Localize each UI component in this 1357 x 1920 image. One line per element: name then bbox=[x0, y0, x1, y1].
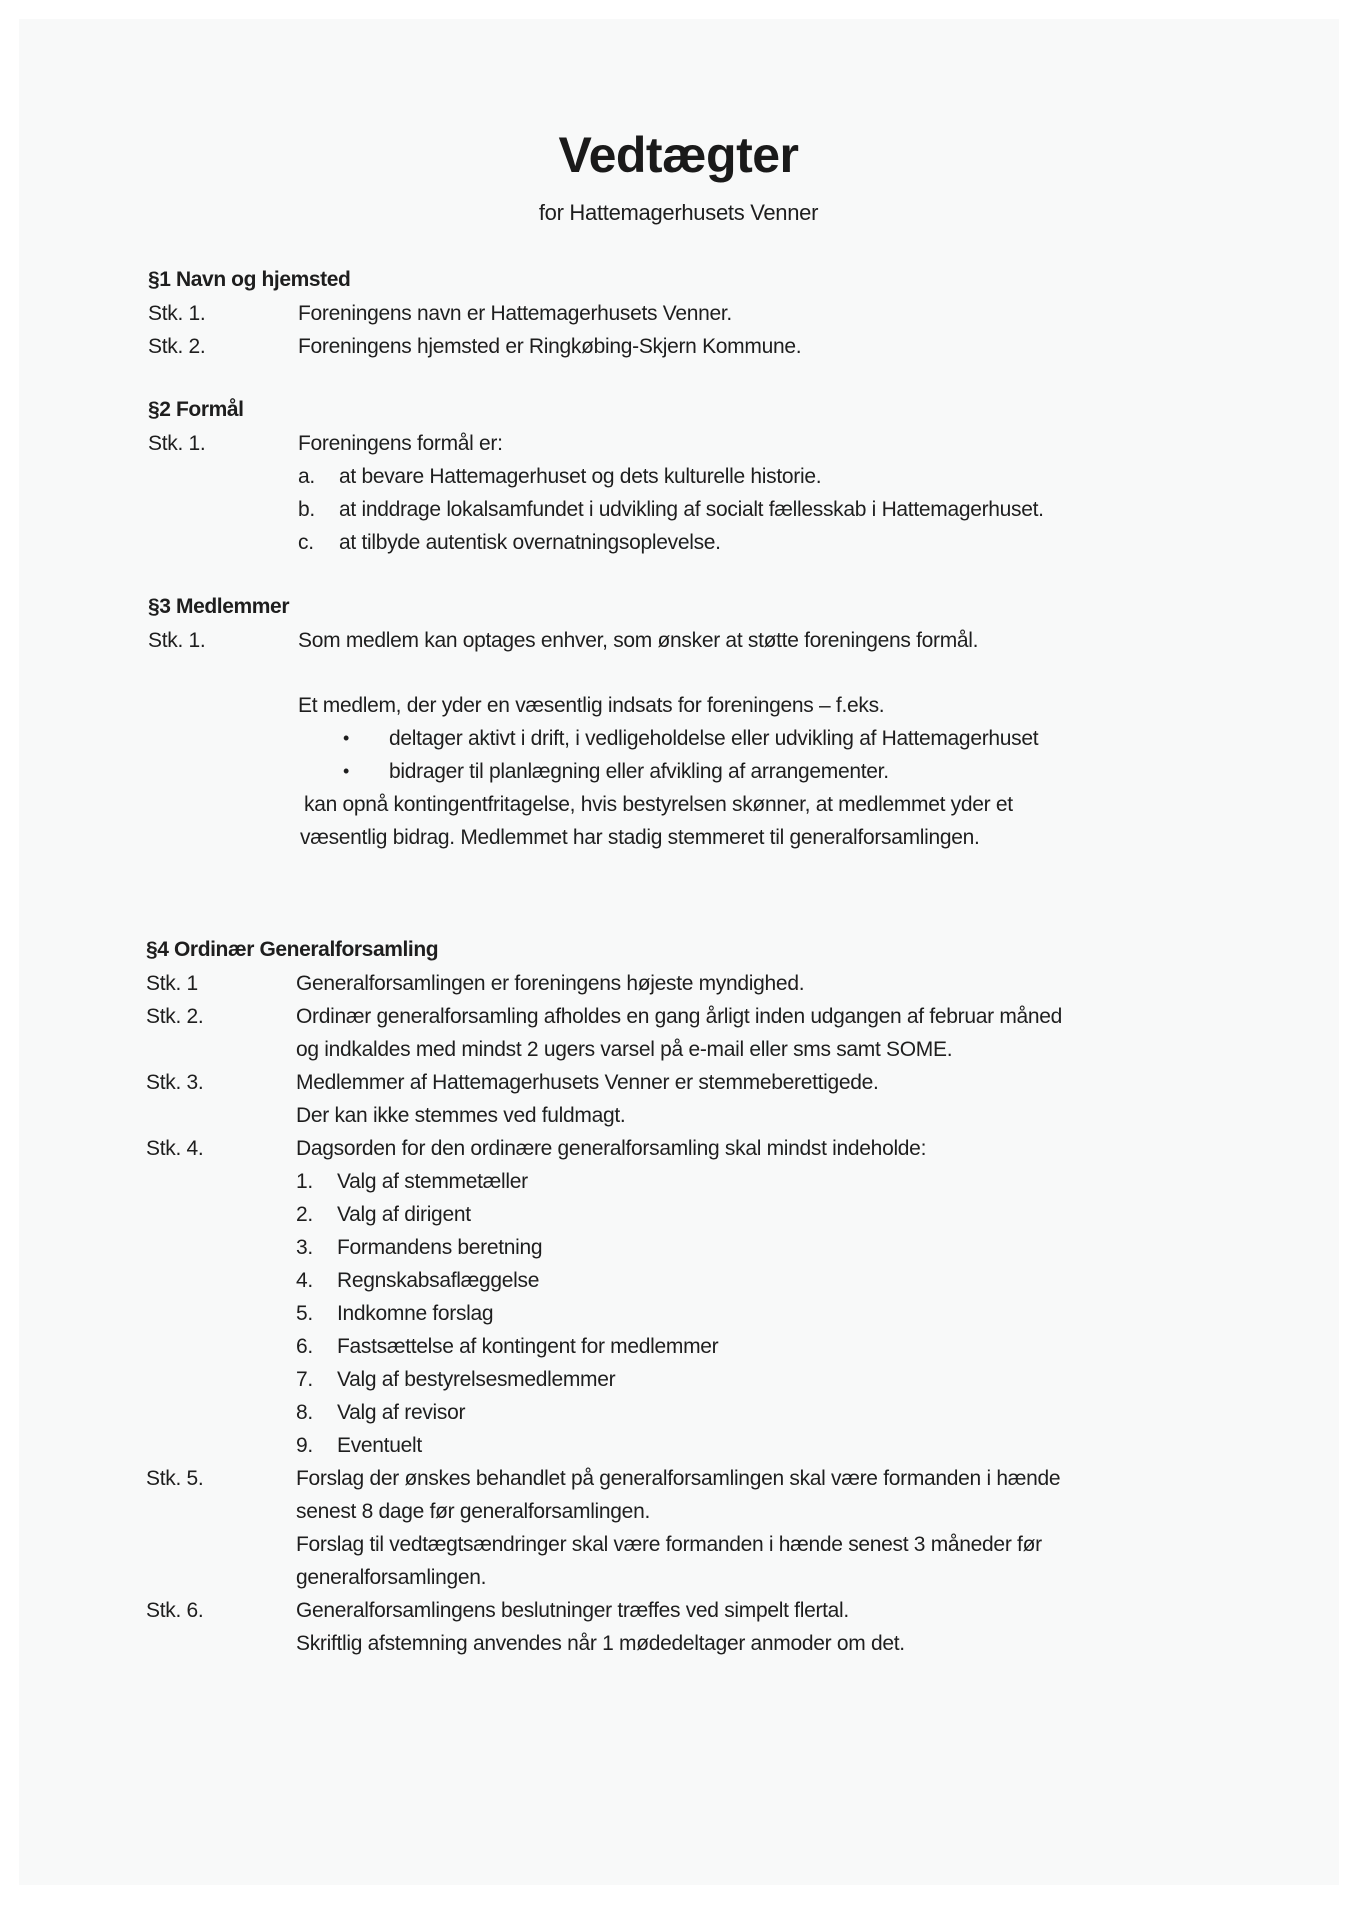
stk-text: Foreningens hjemsted er Ringkøbing-Skjern Kommune. bbox=[298, 335, 802, 358]
stk-label: Stk. 6. bbox=[146, 1599, 204, 1622]
agenda-text: Eventuelt bbox=[337, 1434, 422, 1457]
agenda-item bbox=[296, 1231, 1256, 1264]
stk-row bbox=[146, 1594, 1256, 1660]
stk-text: og indkaldes med mindst 2 ugers varsel på e-mail eller sms samt SOME. bbox=[296, 1038, 953, 1061]
stk-text: Ordinær generalforsamling afholdes en gang årligt inden udgangen af februar måned bbox=[296, 1005, 1063, 1028]
section-2 bbox=[148, 393, 1258, 559]
section-4 bbox=[146, 933, 1256, 1660]
stk-label: Stk. 1. bbox=[148, 302, 206, 325]
list-marker: c. bbox=[298, 531, 314, 554]
stk-label: Stk. 1. bbox=[148, 629, 206, 652]
agenda-number: 6. bbox=[296, 1335, 313, 1358]
section-heading: §1 Navn og hjemsted bbox=[148, 268, 351, 291]
agenda-number: 7. bbox=[296, 1368, 313, 1391]
stk-text: generalforsamlingen. bbox=[296, 1566, 487, 1589]
list-item-text: at tilbyde autentisk overnatningsoplevelse. bbox=[339, 531, 721, 554]
bullet-item bbox=[298, 755, 1258, 788]
agenda-item bbox=[296, 1396, 1256, 1429]
agenda-text: Formandens beretning bbox=[337, 1236, 543, 1259]
agenda-number: 2. bbox=[296, 1203, 313, 1226]
document-subtitle: for Hattemagerhusets Venner bbox=[538, 200, 819, 225]
stk-text: Forslag til vedtægtsændringer skal være formanden i hænde senest 3 måneder før bbox=[296, 1533, 1042, 1556]
bullet-text: bidrager til planlægning eller afvikling af arrangementer. bbox=[389, 760, 889, 783]
stk-row bbox=[146, 1462, 1256, 1594]
bullet-item bbox=[298, 722, 1258, 755]
section-heading: §3 Medlemmer bbox=[148, 595, 290, 618]
section-1 bbox=[148, 263, 1258, 363]
section-3 bbox=[148, 590, 1258, 854]
agenda-text: Valg af stemmetæller bbox=[337, 1170, 528, 1193]
stk-row bbox=[146, 1132, 1256, 1462]
agenda-item bbox=[296, 1330, 1256, 1363]
stk-text: Foreningens formål er: bbox=[298, 432, 503, 455]
stk-text: Forslag der ønskes behandlet på generalforsamlingen skal være formanden i hænde bbox=[296, 1467, 1061, 1490]
list-item bbox=[298, 493, 1258, 526]
agenda-number: 4. bbox=[296, 1269, 313, 1292]
agenda-item bbox=[296, 1297, 1256, 1330]
stk-row bbox=[148, 330, 1258, 363]
stk-text: Skriftlig afstemning anvendes når 1 mødedeltager anmoder om det. bbox=[296, 1632, 905, 1655]
stk-label: Stk. 4. bbox=[146, 1137, 204, 1160]
list-item-text: at inddrage lokalsamfundet i udvikling af socialt fællesskab i Hattemagerhuset. bbox=[339, 498, 1044, 521]
agenda-number: 3. bbox=[296, 1236, 313, 1259]
agenda-item bbox=[296, 1363, 1256, 1396]
bullet-icon: • bbox=[343, 728, 350, 748]
list-marker: b. bbox=[298, 498, 315, 521]
agenda-number: 1. bbox=[296, 1170, 313, 1193]
agenda-number: 8. bbox=[296, 1401, 313, 1424]
stk-text: Dagsorden for den ordinære generalforsamling skal mindst indeholde: bbox=[296, 1137, 927, 1160]
stk-row bbox=[148, 297, 1258, 330]
stk-text: Medlemmer af Hattemagerhusets Venner er stemmeberettigede. bbox=[296, 1071, 879, 1094]
stk-text: Der kan ikke stemmes ved fuldmagt. bbox=[296, 1104, 626, 1127]
agenda-text: Indkomne forslag bbox=[337, 1302, 494, 1325]
paragraph-outro: væsentlig bidrag. Medlemmet har stadig stemmeret til generalforsamlingen. bbox=[300, 826, 980, 849]
section-heading: §2 Formål bbox=[148, 398, 244, 421]
stk-text: Foreningens navn er Hattemagerhusets Venner. bbox=[298, 302, 732, 325]
agenda-item bbox=[296, 1429, 1256, 1462]
list-marker: a. bbox=[298, 465, 315, 488]
stk-label: Stk. 1. bbox=[148, 432, 206, 455]
agenda-text: Valg af revisor bbox=[337, 1401, 466, 1424]
bullet-icon: • bbox=[343, 761, 350, 781]
agenda-number: 9. bbox=[296, 1434, 313, 1457]
stk-row bbox=[148, 427, 1258, 559]
paragraph-intro: Et medlem, der yder en væsentlig indsats for foreningens – f.eks. bbox=[298, 694, 885, 717]
agenda-text: Valg af bestyrelsesmedlemmer bbox=[337, 1368, 616, 1391]
stk-row bbox=[146, 1000, 1256, 1066]
stk-text: Som medlem kan optages enhver, som ønsker at støtte foreningens formål. bbox=[298, 629, 979, 652]
paragraph-outro: kan opnå kontingentfritagelse, hvis bestyrelsen skønner, at medlemmet yder et bbox=[304, 793, 1013, 816]
list-item-text: at bevare Hattemagerhuset og dets kulturelle historie. bbox=[339, 465, 822, 488]
stk-row bbox=[146, 1066, 1256, 1132]
agenda-item bbox=[296, 1264, 1256, 1297]
stk-row bbox=[148, 624, 1258, 854]
list-item bbox=[298, 460, 1258, 493]
document-title: Vedtægter bbox=[558, 127, 799, 183]
stk-label: Stk. 3. bbox=[146, 1071, 204, 1094]
stk-label: Stk. 2. bbox=[146, 1005, 204, 1028]
agenda-text: Fastsættelse af kontingent for medlemmer bbox=[337, 1335, 719, 1358]
stk-label: Stk. 5. bbox=[146, 1467, 204, 1490]
stk-row bbox=[146, 967, 1256, 1000]
agenda-item bbox=[296, 1165, 1256, 1198]
stk-label: Stk. 1 bbox=[146, 972, 198, 995]
agenda-number: 5. bbox=[296, 1302, 313, 1325]
stk-text: Generalforsamlingens beslutninger træffes ved simpelt flertal. bbox=[296, 1599, 849, 1622]
agenda-item bbox=[296, 1198, 1256, 1231]
section-heading: §4 Ordinær Generalforsamling bbox=[146, 938, 439, 961]
stk-text: senest 8 dage før generalforsamlingen. bbox=[296, 1500, 650, 1523]
bullet-text: deltager aktivt i drift, i vedligeholdelse eller udvikling af Hattemagerhuset bbox=[389, 727, 1039, 750]
stk-text: Generalforsamlingen er foreningens højeste myndighed. bbox=[296, 972, 805, 995]
agenda-text: Valg af dirigent bbox=[337, 1203, 471, 1226]
agenda-text: Regnskabsaflæggelse bbox=[337, 1269, 540, 1292]
stk-label: Stk. 2. bbox=[148, 335, 206, 358]
list-item bbox=[298, 526, 1258, 559]
